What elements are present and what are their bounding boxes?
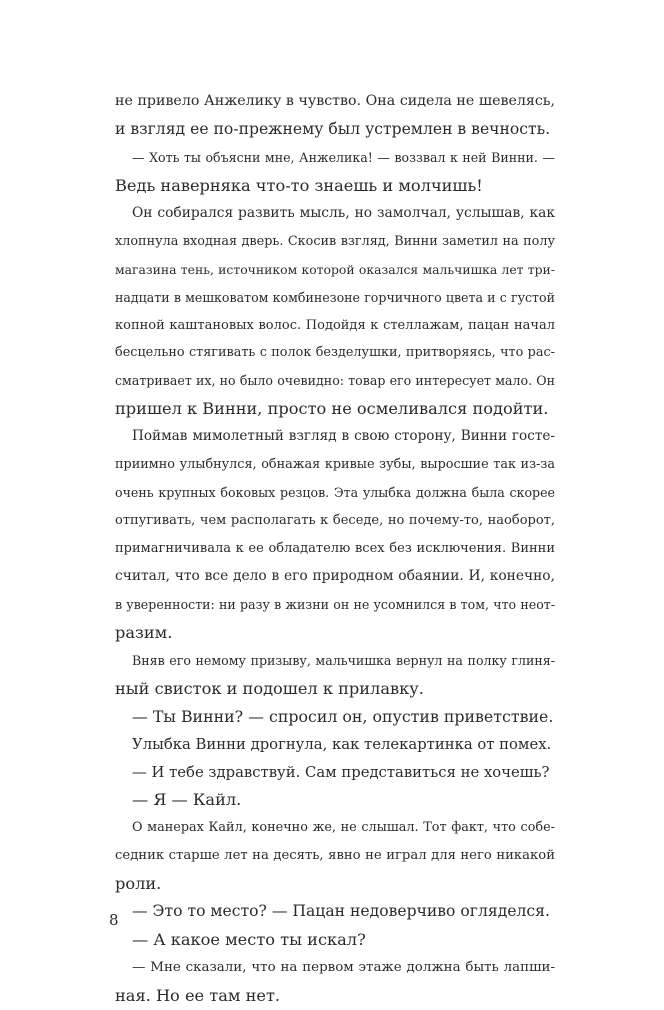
- text-line: не привело Анжелику в чувство. Она сидела не шевелясь,: [115, 93, 555, 109]
- text-line: — Я — Кайл.: [132, 790, 242, 810]
- text-line: — Ты Винни? — спросил он, опустив приветствие.: [132, 706, 554, 726]
- text-line: в уверенности: ни разу в жизни он не усомнился в том, что неот-: [115, 596, 555, 612]
- text-line: и взгляд ее по-прежнему был устремлен в вечность.: [115, 119, 551, 138]
- text-line: ный свисток и подошел к прилавку.: [115, 678, 424, 698]
- page-number: 8: [109, 911, 119, 929]
- body-text: [115, 88, 555, 1010]
- text-line: приимно улыбнулся, обнажая кривые зубы, выросшие так из-за: [115, 457, 555, 473]
- text-line: пришел к Винни, просто не осмеливался подойти.: [115, 399, 549, 419]
- text-line: копной каштановых волос. Подойдя к стеллажам, пацан начал: [115, 317, 555, 333]
- text-line: О манерах Кайл, конечно же, не слышал. Тот факт, что собе-: [132, 820, 555, 836]
- text-line: — Мне сказали, что на первом этаже должна быть лапши-: [132, 960, 555, 976]
- text-line: считал, что все дело в его природном обаянии. И, конечно,: [115, 567, 555, 584]
- text-line: магазина тень, источником которой оказался мальчишка лет три-: [115, 261, 555, 277]
- text-line: — И тебе здравствуй. Сам представиться не хочешь?: [132, 763, 550, 781]
- text-line: — А какое место ты искал?: [132, 930, 366, 950]
- text-line: роли.: [115, 874, 162, 894]
- text-line: — Хоть ты объясни мне, Анжелика! — воззвал к ней Винни. —: [132, 149, 555, 165]
- text-line: Улыбка Винни дрогнула, как телекартинка от помех.: [132, 735, 552, 753]
- text-line: ная. Но ее там нет.: [115, 986, 281, 1005]
- text-line: седник старше лет на десять, явно не играл для него никакой: [115, 848, 555, 864]
- text-line: Ведь наверняка что-то знаешь и молчишь!: [115, 175, 483, 195]
- text-line: разим.: [115, 622, 173, 642]
- text-line: Поймав мимолетный взгляд в свою сторону, Винни госте-: [132, 428, 555, 445]
- text-line: отпугивать, чем располагать к беседе, но почему-то, наоборот,: [115, 513, 555, 529]
- text-line: очень крупных боковых резцов. Эта улыбка должна была скорее: [115, 485, 555, 501]
- text-line: Он собирался развить мысль, но замолчал, услышав, как: [132, 204, 555, 221]
- text-line: — Это то место? — Пацан недоверчиво огляделся.: [132, 902, 550, 921]
- text-line: примагничивала к ее обладателю всех без исключения. Винни: [115, 541, 555, 556]
- text-line: Вняв его немому призыву, мальчишка вернул на полку глиня-: [132, 652, 555, 668]
- text-line: бесцельно стягивать с полок безделушки, притворяясь, что рас-: [115, 345, 555, 361]
- text-line: сматривает их, но было очевидно: товар его интересует мало. Он: [115, 373, 555, 389]
- text-line: хлопнула входная дверь. Скосив взгляд, Винни заметил на полу: [115, 233, 555, 249]
- text-line: надцати в мешковатом комбинезоне горчичного цвета и с густой: [115, 289, 555, 305]
